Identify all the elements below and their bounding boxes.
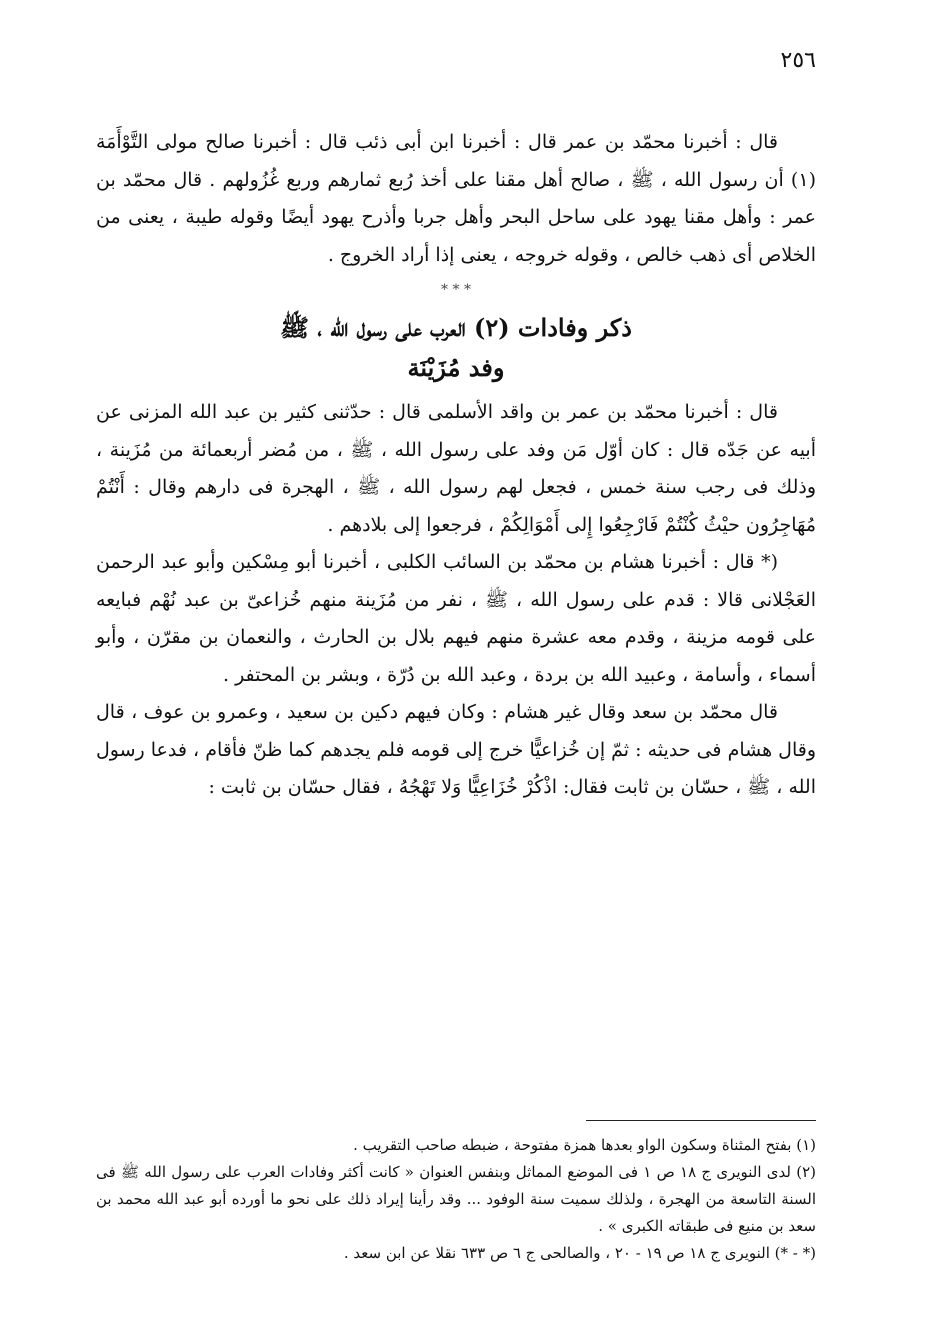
heading-subtitle: وفد مُزَيْنَة	[407, 353, 505, 382]
section-separator: * * *	[441, 282, 471, 298]
section-heading	[96, 308, 816, 388]
footnote-divider	[586, 1120, 816, 1121]
book-page	[96, 40, 816, 1310]
section-paragraph-3: قال محمّد بن سعد وقال غير هشام : وكان فيهم دكين بن سعيد ، وعمرو بن عوف ، قال وقال هشام فى حديثه : ثمّ إن خُزاعيًّا خرج إلى قومه فلم يجدهم كما ظنّ فأقام ، فدعا رسول الله ، ﷺ ، حسّان بن ثابت فقال: اذْكُرْ خُزَاعِيًّا وَلا تَهْجُهُ ، فقال حسّان بن ثابت :	[96, 701, 816, 798]
footnotes	[96, 1132, 816, 1267]
section-paragraph-2: (* قال : أخبرنا هشام بن محمّد بن السائب الكلبى ، أخبرنا أبو مِسْكين وأبو عبد الرحمن العَجْلانى قالا : قدم على رسول الله ، ﷺ ، نفر من مُزَينة منهم خُزاعىّ بن عبد نُهْم فبايعه على قومه مزينة ، وقدم معه عشرة منهم فيهم بلال بن الحارث ، والنعمان بن مقرّن ، وأبو أسماء ، وأسامة ، وعبيد الله بن بردة ، وعبد الله بن دُرّة ، وبشر بن المحتفر .	[96, 551, 816, 686]
page-number: ٢٥٦	[780, 48, 816, 73]
section-paragraph-1: قال : أخبرنا محمّد بن عمر بن واقد الأسلمى قال : حدّثنى كثير بن عبد الله المزنى عن أبيه عن جَدّه قال : كان أوّل مَن وفد على رسول الله ، ﷺ ، من مُضر أربعمائة من مُزَينة ، وذلك فى رجب سنة خمس ، فجعل لهم رسول الله ، ﷺ ، الهجرة فى دارهم وقال : أَنْتُمْ مُهَاجِرُون حيْثُ كُنْتُمْ فَارْجِعُوا إِلى أَمْوَالِكُمْ ، فرجعوا إلى بلادهم .	[96, 401, 816, 536]
footnote-2: (٢) لدى النويرى ج ١٨ ص ١ فى الموضع المماثل وبنفس العنوان « كانت أكثر وفادات العرب على رسول الله ﷺ فى السنة التاسعة من الهجرة ، ولذلك سميت سنة الوفود ... وقد رأينا إيراد ذلك على نحو ما أورده أبو عبد الله محمد بن سعد بن منيع فى طبقاته الكبرى » .	[96, 1163, 817, 1235]
heading-title: ذكر وفادات (٢) العرب على رسول الله ، ﷺ	[280, 313, 632, 342]
intro-paragraph: قال : أخبرنا محمّد بن عمر قال : أخبرنا ابن أبى ذئب قال : أخبرنا صالح مولى التَّوْأَمَة (١) أن رسول الله ، ﷺ ، صالح أهل مقنا على أخذ رُبع ثمارهم وربع غُزُولهم . قال محمّد بن عمر : وأهل مقنا يهود على ساحل البحر وأهل جربا وأذرح يهود أيضًا وقوله طيبة ، يعنى من الخلاص أى ذهب خالص ، وقوله خروجه ، يعنى إذا أراد الخروج .	[96, 131, 816, 266]
main-text	[96, 124, 816, 807]
footnote-3: (* - *) النويرى ج ١٨ ص ١٩ - ٢٠ ، والصالحى ج ٦ ص ٦٣٣ نقلا عن ابن سعد .	[343, 1244, 816, 1262]
footnote-1: (١) بفتح المثناة وسكون الواو بعدها همزة مفتوحة ، ضبطه صاحب التقريب .	[353, 1136, 816, 1154]
